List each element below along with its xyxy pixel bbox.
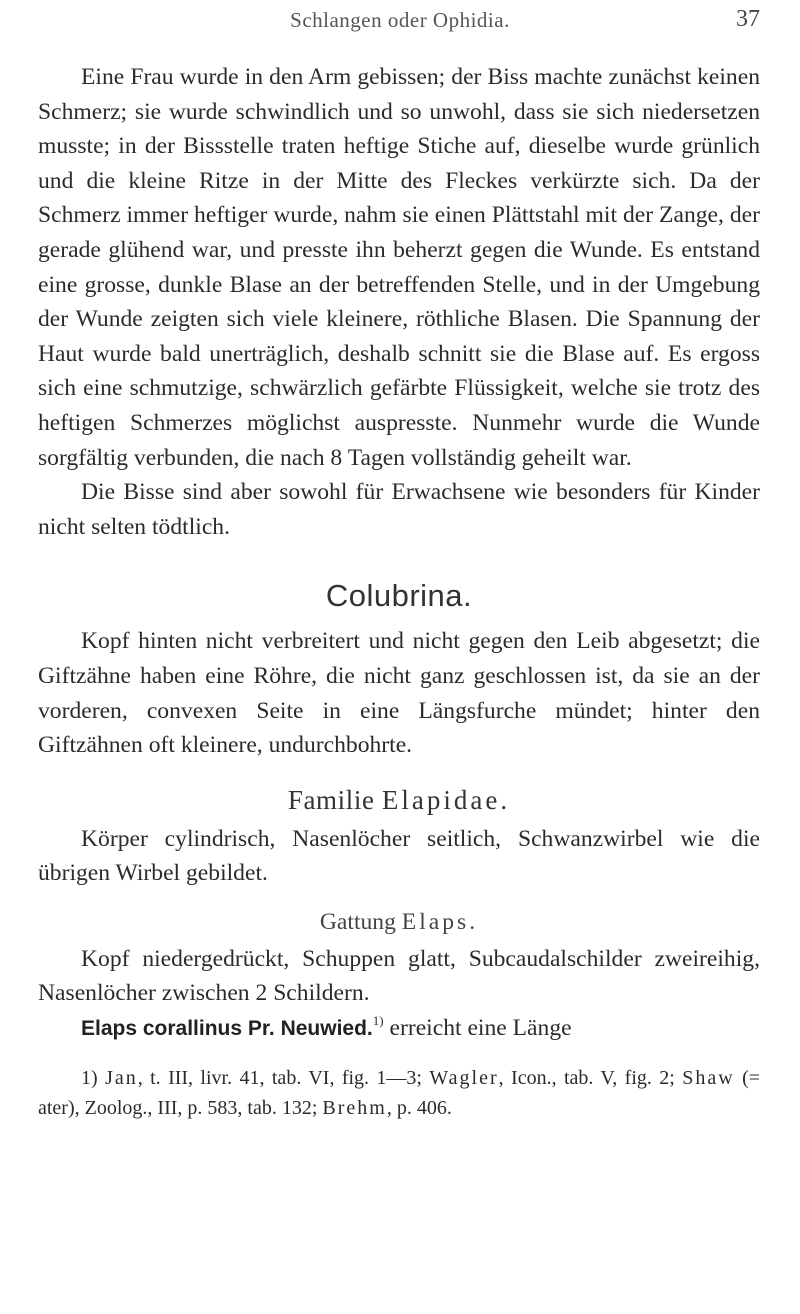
footnote-1 bbox=[38, 1063, 760, 1123]
heading-genus-elaps bbox=[38, 909, 760, 936]
footnotes bbox=[38, 1063, 760, 1123]
footnote-ref-1: , t. III, livr. 41, tab. VI, fig. 1—3; bbox=[137, 1066, 422, 1089]
page-number: 37 bbox=[736, 6, 760, 32]
species-text: erreicht eine Länge bbox=[389, 1015, 572, 1042]
species-name: Elaps corallinus Pr. Neuwied. bbox=[81, 1017, 373, 1041]
footnote-ref-2: , Icon., tab. V, fig. 2; bbox=[498, 1066, 675, 1089]
footnote-mark: 1) bbox=[81, 1066, 98, 1089]
paragraph-elaps: Kopf niedergedrückt, Schuppen glatt, Subcaudalschilder zweireihig, Nasenlöcher zwischen 2 Schildern. bbox=[38, 945, 760, 1007]
heading-genus-label: Gattung bbox=[319, 908, 396, 935]
body-text bbox=[38, 60, 760, 1123]
paragraph-colubrina: Kopf hinten nicht verbreitert und nicht gegen den Leib abgesetzt; die Giftzähne haben eine Röhre, die nicht ganz geschlossen ist, da sie an der vorderen, convexen Seite in eine Längsfurche mündet; hinter den Giftzähnen oft kleinere, undurchbohrte. bbox=[38, 628, 760, 759]
heading-family-label: Familie bbox=[287, 784, 375, 815]
paragraph-bite-fatality: Die Bisse sind aber sowohl für Erwachsene wie besonders für Kinder nicht selten tödtlich. bbox=[38, 479, 760, 540]
footnote-author-jan: Jan bbox=[105, 1066, 138, 1089]
heading-family-name: Elapidae. bbox=[381, 784, 511, 815]
paragraph-elaps-corallinus bbox=[38, 1011, 760, 1047]
footnote-author-brehm: Brehm bbox=[322, 1096, 387, 1119]
footnote-ref-4: , p. 406. bbox=[386, 1096, 452, 1119]
heading-family-elapidae bbox=[38, 785, 760, 816]
footnote-author-wagler: Wagler bbox=[429, 1066, 499, 1089]
heading-genus-name: Elaps. bbox=[401, 908, 479, 935]
running-title: Schlangen oder Ophidia. bbox=[290, 8, 510, 32]
running-header bbox=[0, 6, 800, 36]
footnote-ref-3: (= ater), Zoolog., III, p. 583, tab. 132; bbox=[38, 1066, 761, 1119]
paragraph-bite-case: Eine Frau wurde in den Arm gebissen; der Biss machte zunächst keinen Schmerz; sie wurde schwindlich und so unwohl, dass sie sich niedersetzen musste; in der Bissstelle traten heftige Stiche auf, dieselbe wurde grünlich und die kleine Ritze in der Mitte des Fleckes verkürzte sich. Da der Schmerz immer heftiger wurde, nahm sie einen Plättstahl mit der Zange, der gerade glühend war, und presste ihn beherzt gegen die Wunde. Es entstand eine grosse, dunkle Blase an der betreffenden Stelle, und in der Umgebung der Wunde zeigten sich viele kleinere, röthliche Blasen. Die Spannung der Haut wurde bald unerträglich, deshalb schnitt sie die Blase auf. Es ergoss sich eine schmutzige, schwärzlich gefärbte Flüssigkeit, welche sie trotz des heftigen Schmerzes möglichst auspresste. Nunmehr wurde die Wunde sorgfältig verbunden, die nach 8 Tagen vollständig geheilt war. bbox=[38, 64, 760, 471]
heading-colubrina: Colubrina. bbox=[325, 578, 473, 614]
footnote-reference: 1) bbox=[372, 1013, 384, 1029]
footnote-author-shaw: Shaw bbox=[682, 1066, 735, 1089]
paragraph-elapidae: Körper cylindrisch, Nasenlöcher seitlich, Schwanzwirbel wie die übrigen Wirbel gebildet. bbox=[38, 825, 760, 887]
